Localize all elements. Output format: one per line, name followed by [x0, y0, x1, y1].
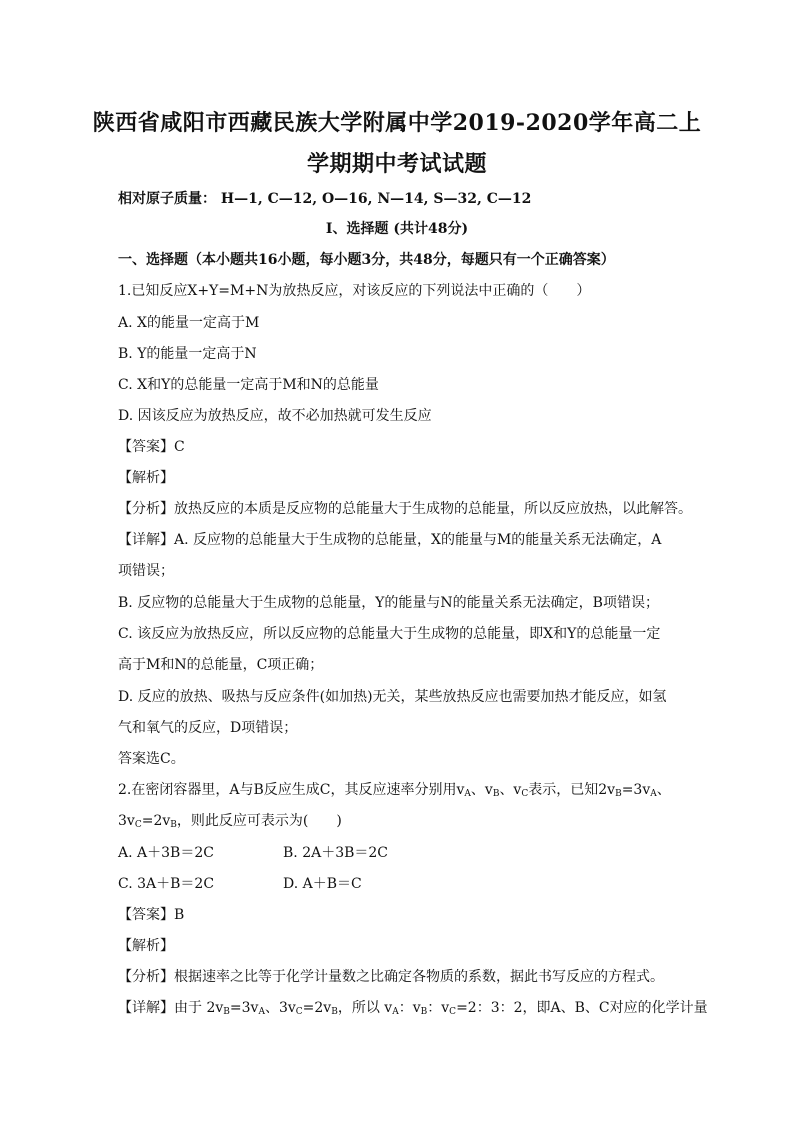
q2-option-d: D. A＋B＝C — [283, 876, 362, 892]
q1-option-b: B. Y的能量一定高于N — [118, 346, 257, 362]
q1-detail-a-line2: 项错误； — [118, 563, 174, 579]
q1-option-d: D. 因该反应为放热反应，故不必加热就可发生反应 — [118, 408, 432, 424]
q1-option-c: C. X和Y的总能量一定高于M和N的总能量 — [118, 377, 379, 393]
q2-stem-line2: $3v_C=2v_B$，则此反应可表示为( ) — [118, 813, 342, 830]
q2-stem-line1: 2.在密闭容器里，A与B反应生成C，其反应速率分别用$v_A$、$v_B$、$v_C$表示，已知$2v_B=3v_A$、 — [118, 782, 671, 799]
q2-option-b: B. 2A＋3B＝2C — [283, 845, 389, 861]
section-instructions: 一、选择题（本小题共16小题，每小题3分，共48分，每题只有一个正确答案） — [118, 252, 615, 268]
q1-detail-d-line1: D. 反应的放热、吸热与反应条件(如加热)无关，某些放热反应也需要加热才能反应，如氢 — [118, 689, 667, 705]
q1-detail-b: B. 反应物的总能量大于生成物的总能量，Y的能量与N的能量关系无法确定，B项错误； — [118, 595, 659, 611]
q1-option-a: A. X的能量一定高于M — [118, 315, 260, 331]
q1-detail-c-line1: C. 该反应为放热反应，所以反应物的总能量大于生成物的总能量，即X和Y的总能量一定 — [118, 626, 661, 642]
atomic-mass-line: 相对原子质量： H—1, C—12, O—16, N—14, S—32, C—12 — [118, 191, 532, 207]
q1-fenxi: 【分析】放热反应的本质是反应物的总能量大于生成物的总能量，所以反应放热，以此解答。 — [118, 501, 692, 517]
q1-detail-c-line2: 高于M和N的总能量，C项正确； — [118, 657, 324, 673]
q2-analysis-label: 【解析】 — [118, 938, 174, 954]
section-heading: I、选择题 (共计48分) — [325, 221, 469, 237]
q2-fenxi: 【分析】根据速率之比等于化学计量数之比确定各物质的系数，据此书写反应的方程式。 — [118, 969, 664, 985]
q2-option-c: C. 3A＋B＝2C — [118, 876, 215, 892]
q1-analysis-label: 【解析】 — [118, 470, 174, 486]
q2-answer: 【答案】B — [118, 907, 185, 923]
q1-detail-a-line1: 【详解】A. 反应物的总能量大于生成物的总能量，X的能量与M的能量关系无法确定，A — [118, 532, 662, 548]
q2-detail: 【详解】由于 $2v_B=3v_A$、$3v_C=2v_B$，所以 $v_A$：$v_B$：$v_C=2$：3：2，即A、B、C对应的化学计量 — [118, 1000, 708, 1017]
document-title-line2: 学期期中考试试题 — [306, 151, 487, 177]
q1-answer: 【答案】C — [118, 439, 185, 455]
document-title-line1: 陕西省咸阳市西藏民族大学附属中学2019-2020学年高二上 — [92, 110, 702, 136]
q1-stem: 1.已知反应X+Y=M+N为放热反应，对该反应的下列说法中正确的（ ） — [118, 283, 591, 299]
q2-option-a: A. A＋3B＝2C — [118, 845, 214, 861]
q1-detail-d-line2: 气和氧气的反应，D项错误； — [118, 720, 298, 736]
q1-conclusion: 答案选C。 — [118, 751, 185, 767]
